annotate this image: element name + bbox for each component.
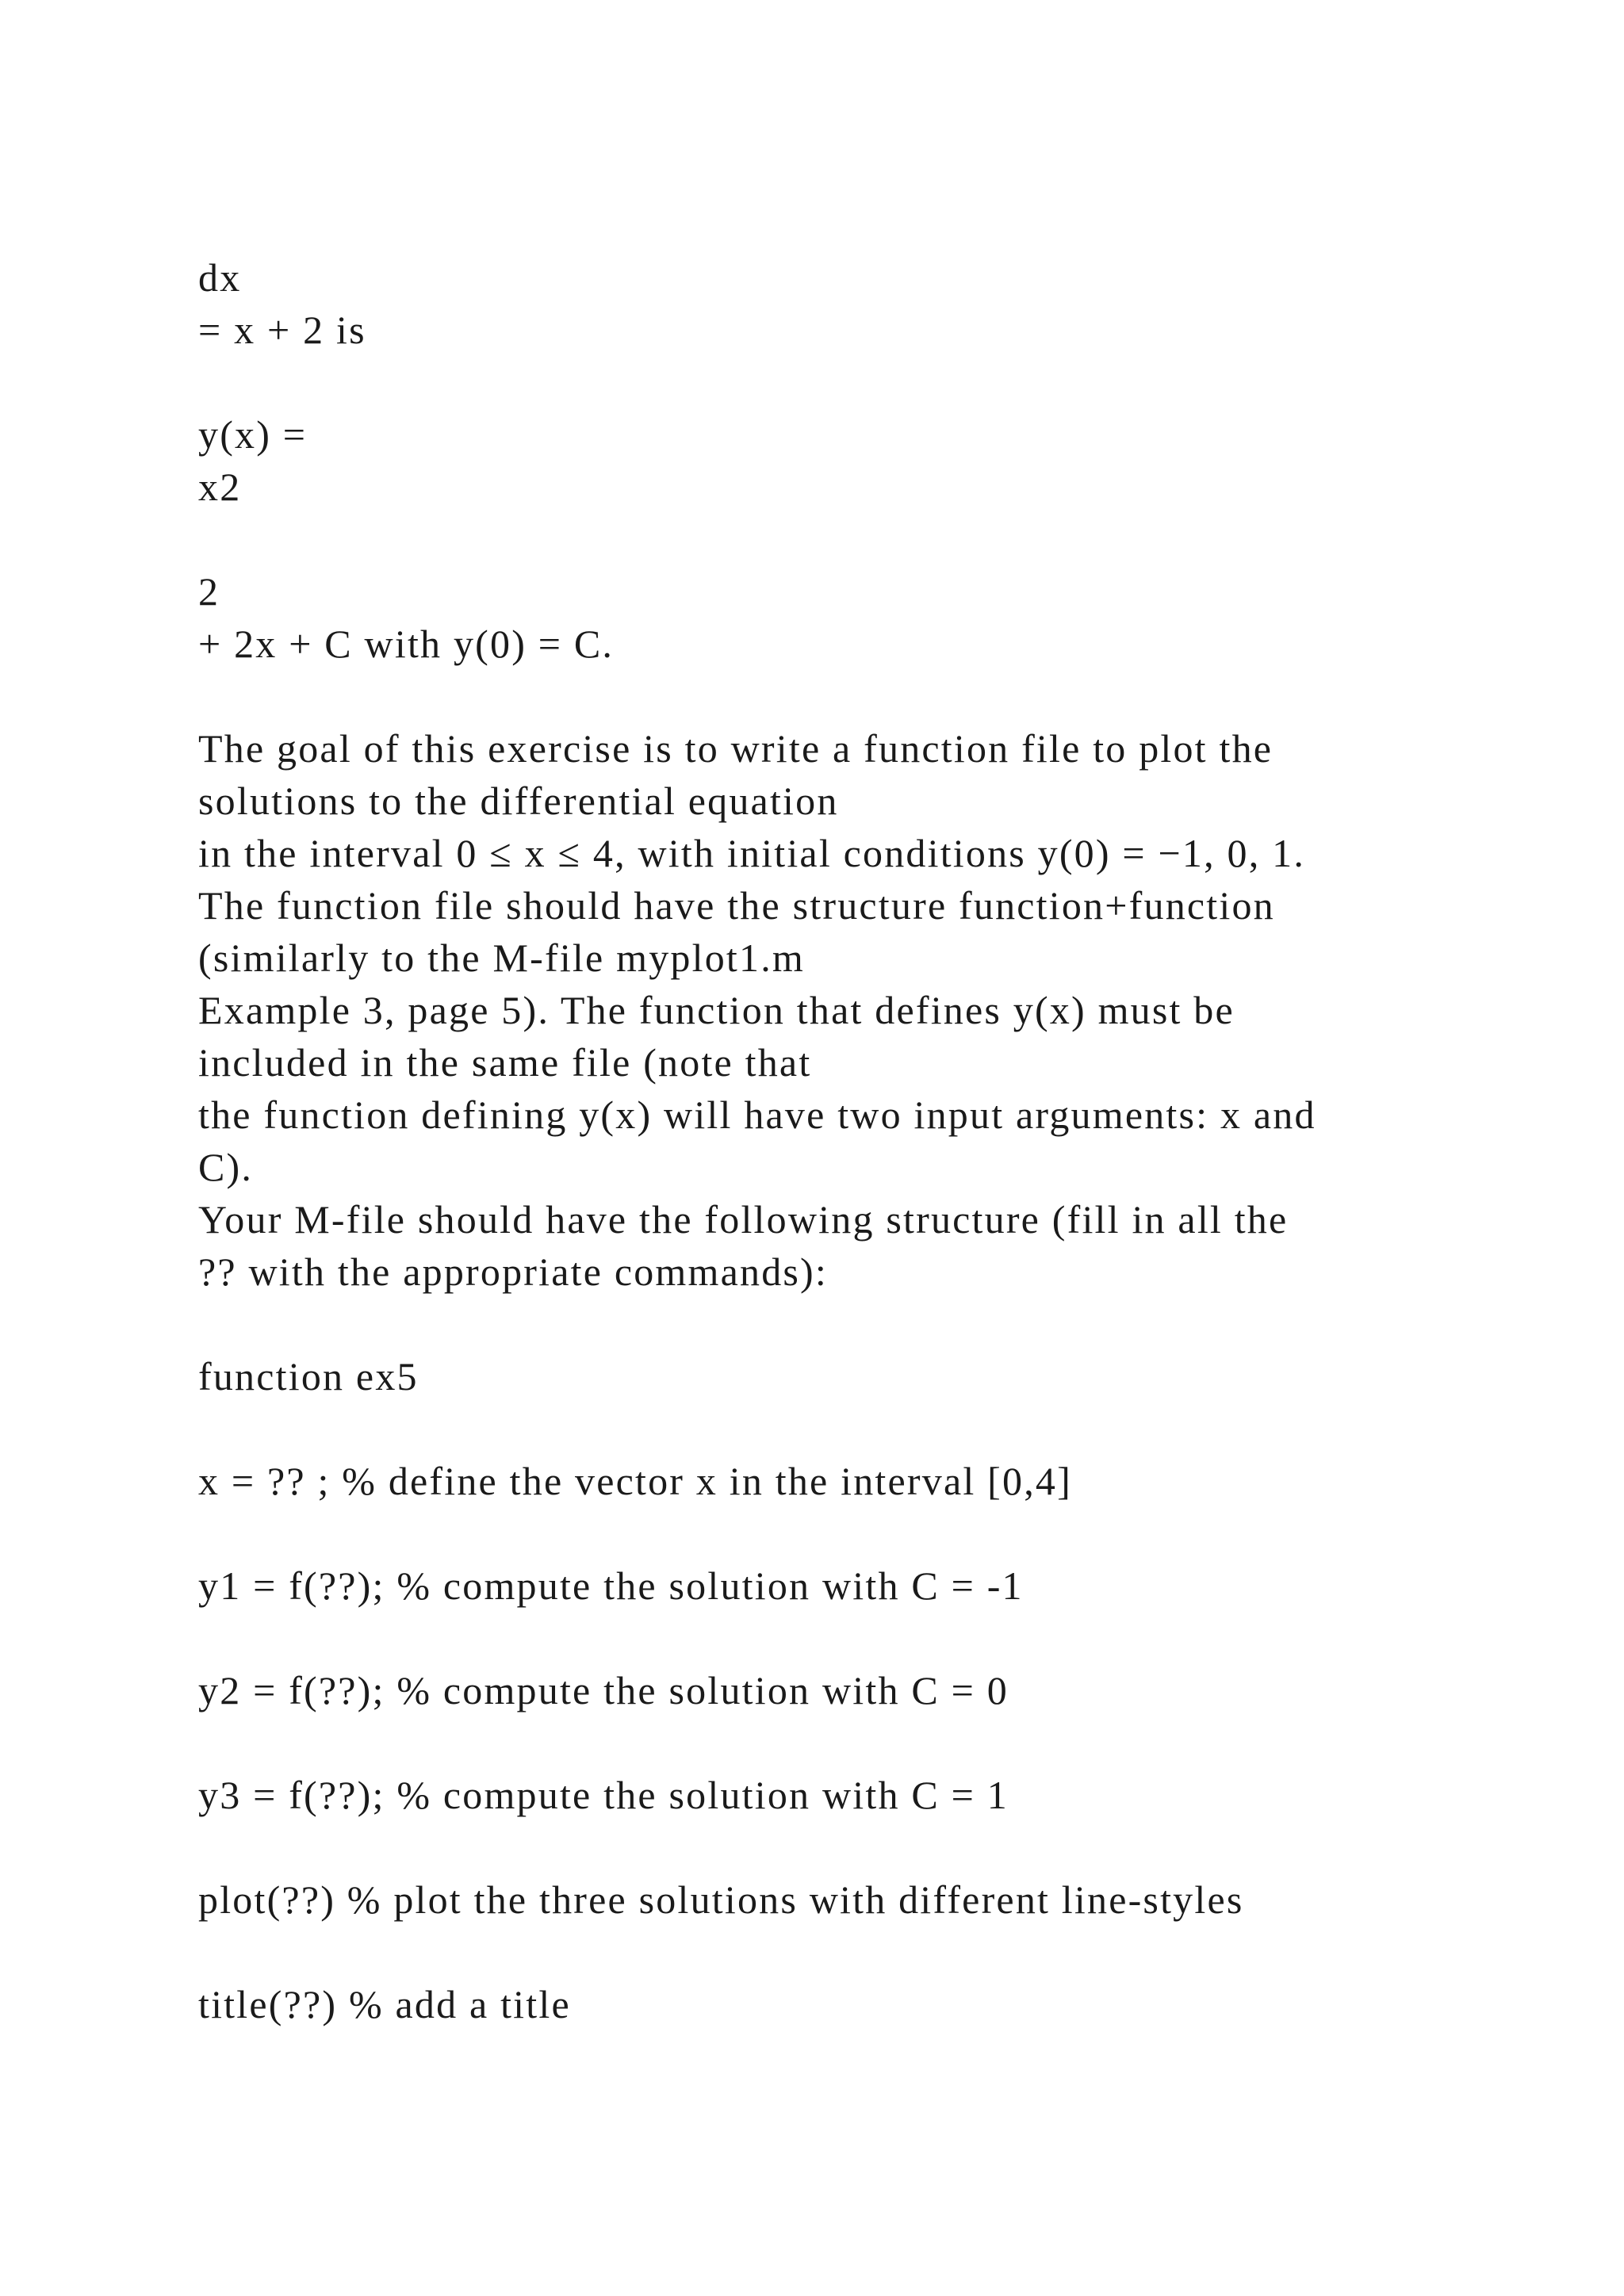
text-line: The goal of this exercise is to write a function file to plot the bbox=[198, 726, 1274, 771]
text-line: Your M-file should have the following structure (fill in all the bbox=[198, 1197, 1289, 1242]
code-line: y3 = f(??); % compute the solution with C = 1 bbox=[198, 1773, 1009, 1817]
blank-line bbox=[198, 356, 1546, 408]
blank-line bbox=[198, 513, 1546, 565]
text-line: + 2x + C with y(0) = C. bbox=[198, 622, 615, 666]
code-line: title(??) % add a title bbox=[198, 1982, 571, 2026]
text-line: ?? with the appropriate commands): bbox=[198, 1249, 828, 1294]
blank-line bbox=[198, 1298, 1546, 1350]
code-line: y1 = f(??); % compute the solution with C = -1 bbox=[198, 1563, 1024, 1608]
text-line: x2 bbox=[198, 465, 242, 509]
blank-line bbox=[198, 1716, 1546, 1769]
text-line: the function defining y(x) will have two input arguments: x and bbox=[198, 1093, 1316, 1137]
code-line: function ex5 bbox=[198, 1354, 419, 1399]
blank-line bbox=[198, 1821, 1546, 1873]
text-line: = x + 2 is bbox=[198, 308, 366, 352]
text-line: solutions to the differential equation bbox=[198, 779, 839, 823]
text-line: included in the same file (note that bbox=[198, 1040, 812, 1085]
text-line: The function file should have the structure function+function bbox=[198, 883, 1275, 928]
text-line: dx bbox=[198, 255, 242, 300]
blank-line bbox=[198, 1926, 1546, 1978]
blank-line bbox=[198, 670, 1546, 722]
code-line: plot(??) % plot the three solutions with different line-styles bbox=[198, 1877, 1244, 1922]
blank-line bbox=[198, 1612, 1546, 1664]
code-line: y2 = f(??); % compute the solution with C = 0 bbox=[198, 1668, 1009, 1712]
text-line: (similarly to the M-file myplot1.m bbox=[198, 936, 805, 980]
blank-line bbox=[198, 1507, 1546, 1559]
text-line: Example 3, page 5). The function that defines y(x) must be bbox=[198, 988, 1235, 1032]
text-line: C). bbox=[198, 1145, 254, 1189]
text-line: 2 bbox=[198, 569, 220, 614]
blank-line bbox=[198, 1402, 1546, 1455]
code-line: x = ?? ; % define the vector x in the interval [0,4] bbox=[198, 1459, 1072, 1503]
text-line: in the interval 0 ≤ x ≤ 4, with initial conditions y(0) = −1, 0, 1. bbox=[198, 831, 1306, 875]
text-line: y(x) = bbox=[198, 412, 308, 457]
document-body bbox=[198, 251, 1546, 2030]
